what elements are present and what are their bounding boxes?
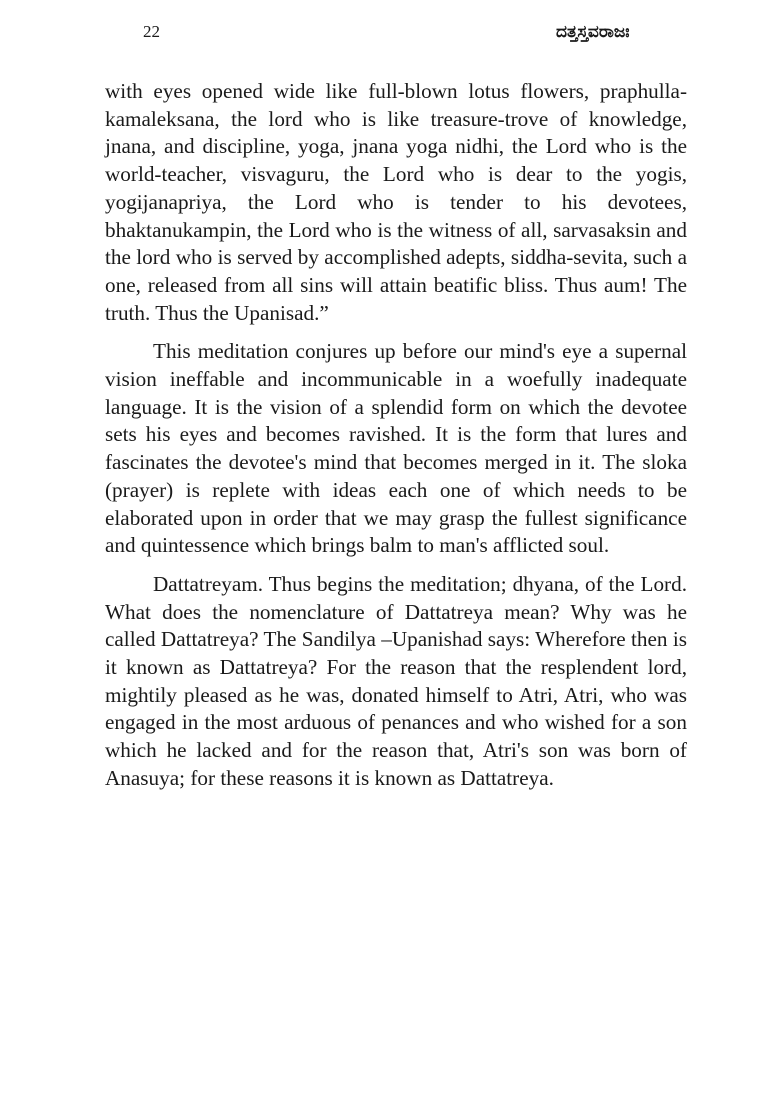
paragraph-3: Dattatreyam. Thus begins the meditation; dhyana, of the Lord. What does the nomenclature of Dattatreya mean? Why was he called Dattatreya? The Sandilya –Upanishad says: Wherefore then is it known as Dattatreya? For the reason that the resplendent lord, mightily pleased as he was, donated himself to Atri, Atri, who was engaged in the most arduous of penances and who wished for a son which he lacked and for the reason that, Atri's son was born of Anasuya; for these reasons it is known as Dattatreya. (105, 571, 687, 790)
paragraph-1: with eyes opened wide like full-blown lotus flowers, praphulla-kamaleksana, the lord who is like treasure-trove of knowledge, jnana, and discipline, yoga, jnana yoga nidhi, the Lord who is the world-teacher, visvaguru, the Lord who is dear to the yogis, yogijanapriya, the Lord who is tender to his devotees, bhaktanukampin, the Lord who is the witness of all, sarvasaksin and the lord who is served by accomplished adepts, siddha-sevita, such a one, released from all sins will attain beatific bliss. Thus aum! The truth. Thus the Upanisad.” (105, 79, 687, 325)
page-number: 22 (143, 22, 160, 41)
paragraph-2: This meditation conjures up before our mind's eye a supernal vision ineffable and incommunicable in a woefully inadequate language. It is the vision of a splendid form on which the devotee sets his eyes and becomes ravished. It is the form that lures and fascinates the devotee's mind that becomes merged in it. The sloka (prayer) is replete with ideas each one of which needs to be elaborated upon in order that we may grasp the fullest significance and quintessence which brings balm to man's afflicted soul. (105, 339, 687, 558)
body-text (105, 78, 687, 793)
running-head: ದತ್ತಸ್ತವರಾಜಃ (556, 22, 630, 41)
